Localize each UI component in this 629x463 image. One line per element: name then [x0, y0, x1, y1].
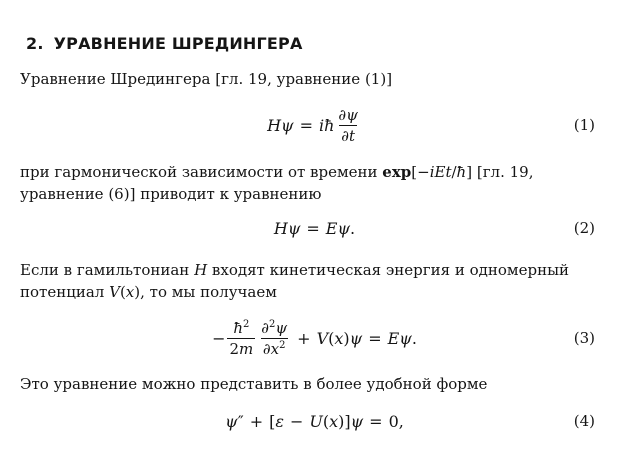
equation-1-number: (1): [573, 116, 595, 134]
paragraph-time-dependence-line-2: уравнение (6)] приводит к уравнению: [20, 185, 322, 203]
paragraph-hamiltonian-line-1: [20, 259, 600, 281]
section-number: 2.: [26, 34, 44, 53]
partial-derivative-fraction: $\frac{\partial\psi}{\partial t}$: [338, 105, 358, 145]
paragraph-convenient-form: Это уравнение можно представить в более удобной форме: [20, 375, 488, 393]
equation-3-formula: − $\frac{ħ^2}{2m}$ $\frac{\partial^2\psi}{\partial x^2}$ + V ( x ) ψ = Eψ .: [212, 318, 417, 358]
paragraph-text: входят кинетическая энергия и одномерный: [207, 261, 570, 279]
paragraph-text: [гл. 19,: [472, 163, 534, 181]
equation-1-formula: H ψ = iħ $\frac{\partial\psi}{\partial t}$: [267, 105, 358, 145]
inline-math-exp: exp[−iEt/ħ]: [382, 163, 473, 181]
paragraph-time-dependence-line-1: [20, 161, 600, 183]
section-heading: [26, 34, 303, 53]
equation-4-number: (4): [573, 412, 595, 430]
equation-4-formula: ψ ″ + [ ε − U ( x )] ψ = 0,: [225, 411, 404, 431]
paragraph-intro: Уравнение Шредингера [гл. 19, уравнение (1)]: [20, 70, 393, 88]
paragraph-hamiltonian-line-2: [20, 281, 600, 303]
equation-3-number: (3): [573, 329, 595, 347]
paragraph-text: , то мы получаем: [140, 283, 277, 301]
inline-math-hamiltonian: H: [194, 261, 208, 279]
section-title: УРАВНЕНИЕ ШРЕДИНГЕРА: [53, 34, 303, 53]
equation-1: [0, 102, 629, 148]
paragraph-text: потенциал: [20, 283, 110, 301]
paragraph-text: при гармонической зависимости от времени: [20, 163, 383, 181]
hbar-over-2m-fraction: $\frac{ħ^2}{2m}$: [229, 318, 254, 358]
second-derivative-fraction: $\frac{\partial^2\psi}{\partial x^2}$: [261, 318, 288, 358]
equation-2-number: (2): [573, 219, 595, 237]
equation-3: [0, 315, 629, 361]
equation-4: [0, 398, 629, 444]
paragraph-text: Если в гамильтониан: [20, 261, 195, 279]
inline-math-potential: V(x): [109, 283, 141, 301]
equation-2: [0, 205, 629, 251]
equation-2-formula: H ψ = Eψ .: [273, 218, 356, 238]
